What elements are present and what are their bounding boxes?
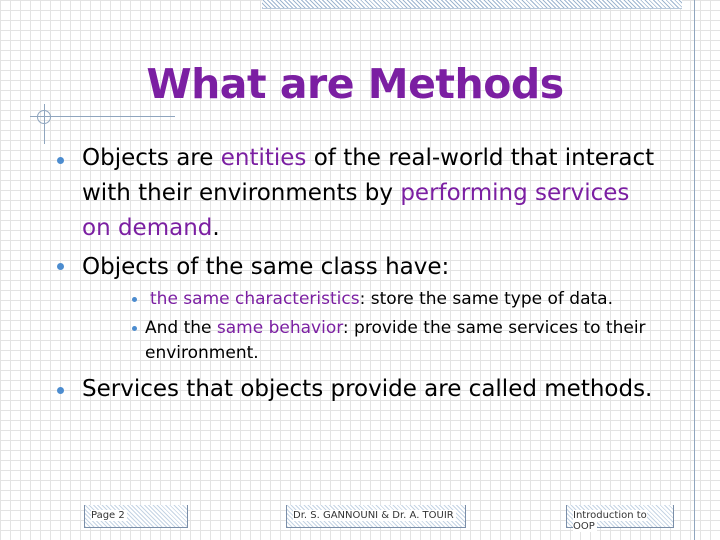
sub-bullet-dot: [132, 297, 137, 302]
rule-circle: [37, 110, 51, 124]
bullet-dot: [57, 263, 64, 270]
bullet-dot: [57, 157, 64, 164]
sub-bullet-dot: [132, 326, 137, 331]
right-rule: [694, 0, 695, 540]
footer-authors: Dr. S. GANNOUNI & Dr. A. TOUIR: [286, 505, 466, 528]
footer-page-number: Page 2: [84, 505, 188, 528]
sub-bullet-2-line-1: And the same behavior: provide the same services to their: [145, 318, 646, 338]
slide-title: What are Methods: [146, 60, 564, 108]
bullet-1-line-3: on demand.: [82, 215, 220, 241]
sub-bullet-2-line-2: environment.: [145, 343, 259, 363]
sub-bullet-1: the same characteristics: store the same type of data.: [150, 289, 613, 309]
bullet-2: Objects of the same class have:: [82, 254, 450, 280]
bullet-1-line-1: Objects are entities of the real-world that interact: [82, 145, 655, 171]
title-rule: [30, 116, 175, 117]
bullet-1-line-2: with their environments by performing services: [82, 180, 630, 206]
bullet-dot: [57, 387, 64, 394]
top-hatch-bar: [262, 0, 682, 9]
footer-course: Introduction to OOP: [566, 505, 674, 528]
bullet-3: Services that objects provide are called methods.: [82, 376, 653, 402]
